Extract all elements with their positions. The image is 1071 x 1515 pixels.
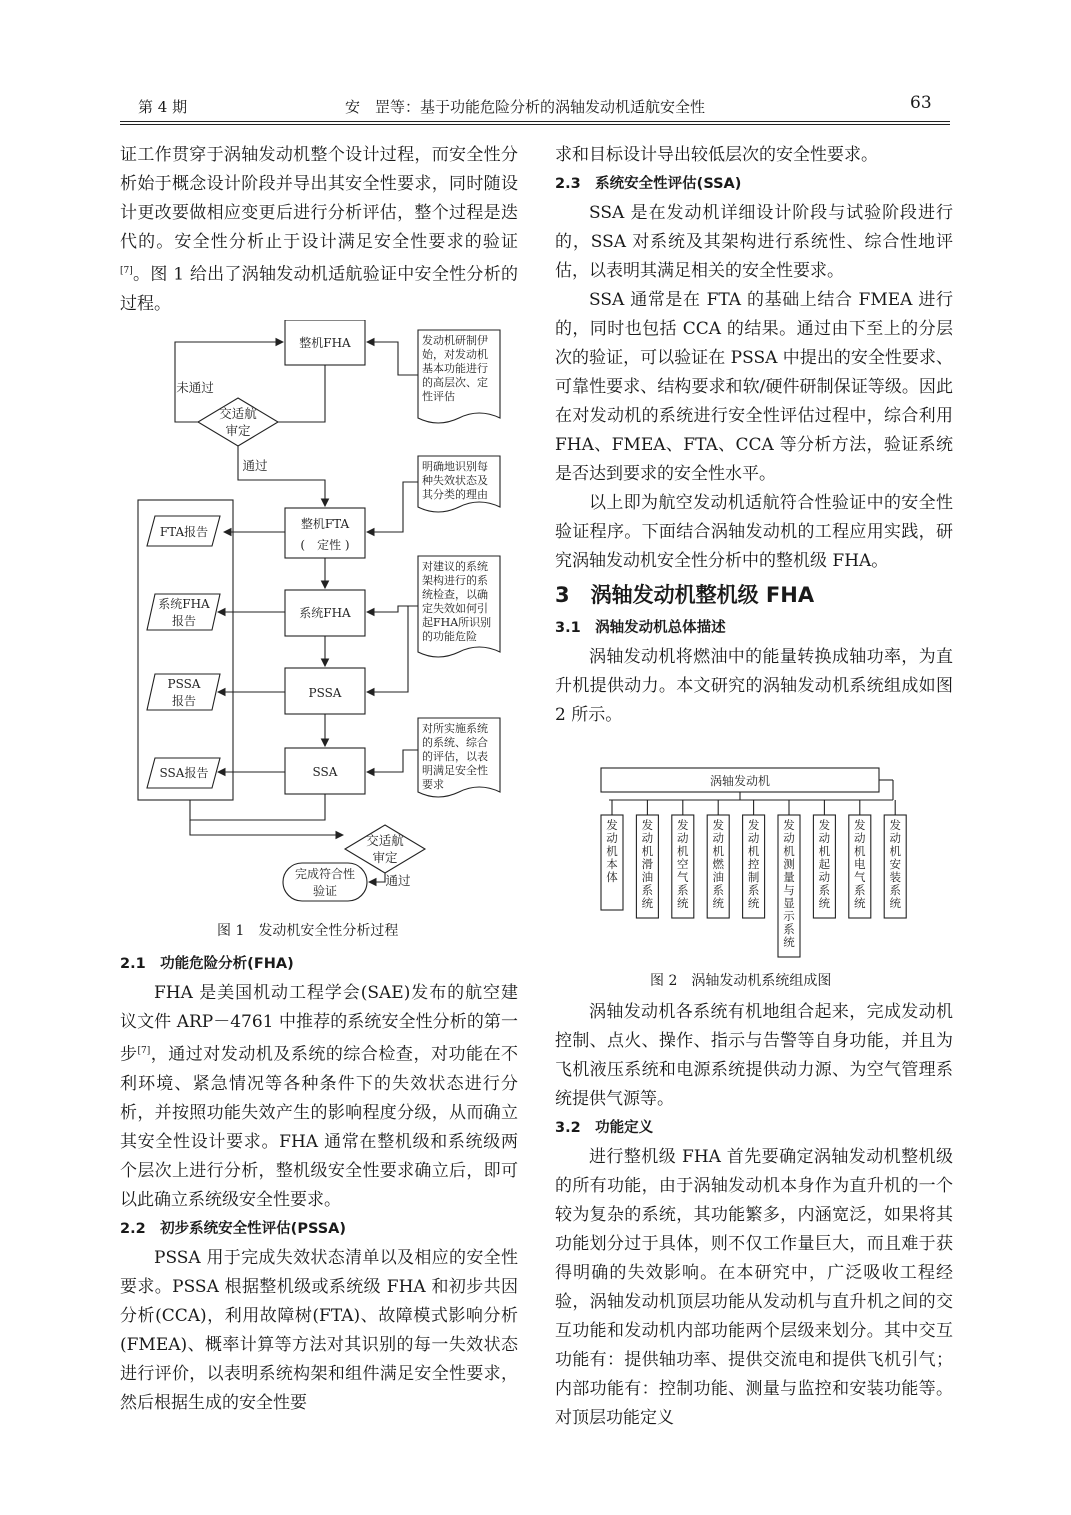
fig1-note3-l5: 起FHA所识别 — [422, 616, 492, 629]
section-2-3-heading: 2.3 系统安全性评估(SSA) — [555, 176, 742, 192]
fig1-review2-line1: 交适航 — [366, 833, 404, 848]
fig1-note1-l1: 发动机研制伊 — [422, 334, 488, 347]
left-column-bottom — [120, 950, 518, 1418]
header-rule — [120, 121, 950, 122]
fig1-done-1: 完成符合性 — [294, 867, 356, 881]
paragraph: 涡轴发动机各系统有机地组合起来，完成发动机控制、点火、操作、指示与告警等自身功能，并且为飞机液压系统和电源系统提供动力源、为空气管理系统提供气源等。 — [555, 1002, 953, 1109]
fig1-note2-l2: 种失效状态及 — [422, 474, 488, 487]
fig1-fta-report: FTA报告 — [159, 525, 209, 539]
fig1-pssa-report-1: PSSA — [167, 677, 201, 691]
fig1-sys-fha: 系统FHA — [299, 606, 351, 620]
header-page-number: 63 — [910, 93, 932, 113]
paragraph: FHA 是美国机动工程学会(SAE)发布的航空建议文件 ARP－4761 中推荐的系统安全性分析的第一步[7]，通过对发动机及系统的综合检查，对功能在不利环境、紧急情况等各种条件下的失效状态进行分析，并按照功能失效产生的影响程度分级，从而确立其安全性设计要求。FHA 通常在整机级和系统级两个层次上进行分析，整机级安全性要求确立后，即可以此确立系统级安全性要求。 — [120, 983, 519, 1210]
fig1-note1-l5: 性评估 — [422, 390, 455, 403]
fig1-review1-line2: 审定 — [225, 423, 251, 438]
fig1-whole-fha: 整机FHA — [299, 336, 351, 350]
fig1-note3-l3: 统检查，以确 — [422, 588, 488, 601]
fig1-review1-line1: 交适航 — [219, 406, 257, 421]
fig1-sysfha-report-2: 报告 — [171, 614, 197, 628]
fig1-note3-l6: 的功能危险 — [422, 630, 477, 643]
paragraph: 以上即为航空发动机适航符合性验证中的安全性验证程序。下面结合涡轴发动机的工程应用实践，研究涡轴发动机安全性分析中的整机级 FHA。 — [555, 493, 953, 571]
paragraph: 涡轴发动机将燃油中的能量转换成轴功率，为直升机提供动力。本文研究的涡轴发动机系统组成如图 2 所示。 — [555, 647, 953, 725]
header-rule-thin — [120, 124, 950, 125]
fig1-note4-l2: 的系统、综合 — [422, 736, 488, 749]
fig2-item-label: 发动机空气系统 — [677, 818, 689, 910]
header-issue: 第 4 期 — [138, 98, 188, 116]
fig1-note3-l2: 架构进行的系 — [422, 574, 488, 587]
section-3-1-heading: 3.1 涡轴发动机总体描述 — [555, 620, 726, 636]
fig2-item-label: 发动机起动系统 — [818, 818, 831, 910]
fig2-root: 涡轴发动机 — [709, 774, 771, 788]
header-title: 安 罡等：基于功能危险分析的涡轴发动机适航安全性 — [345, 98, 706, 116]
fig1-note3-l1: 对建议的系统 — [422, 560, 488, 573]
paragraph: SSA 是在发动机详细设计阶段与试验阶段进行的，SSA 对系统及其架构进行系统性、综合性地评估，以表明其满足相关的安全性要求。 — [555, 203, 953, 281]
fig1-sysfha-report-1: 系统FHA — [158, 597, 210, 611]
fig1-note3-l4: 定失效如何引 — [422, 602, 488, 615]
figure-1-caption: 图 1 发动机安全性分析过程 — [217, 923, 399, 939]
fig2-item-label: 发动机测量与显示系统 — [783, 818, 795, 949]
fig1-pssa: PSSA — [308, 686, 342, 700]
paragraph: SSA 通常是在 FTA 的基础上结合 FMEA 进行的，同时也包括 CCA 的结果。通过由下至上的分层次的验证，可以验证在 PSSA 中提出的安全性要求、可靠性要求、结构要求和软/硬件研制保证等级。因此在对发动机的系统进行安全性评估过程中，综合利用 FHA、FMEA、FTA、CCA 等分析方法，验证系统是否达到要求的安全性水平。 — [555, 290, 953, 484]
fig1-note4-l3: 的评估，以表 — [422, 750, 488, 763]
fig1-note1-l2: 始，对发动机 — [422, 348, 488, 361]
fig1-ssa: SSA — [312, 765, 338, 779]
left-column-top — [120, 141, 518, 319]
fig1-pass1: 通过 — [242, 458, 268, 473]
fig2-item-label: 发动机控制系统 — [747, 818, 760, 910]
paragraph: 进行整机级 FHA 首先要确定涡轴发动机整机级的所有功能，由于涡轴发动机本身作为直升机的一个较为复杂的系统，其功能繁多，内涵宽泛，如果将其功能划分过于具体，则不仅工作量巨大，而且难于获得明确的失效影响。在本研究中，广泛吸收工程经验，涡轴发动机顶层功能从发动机与直升机之间的交互功能和发动机内部功能两个层级来划分。其中交互功能有：提供轴功率、提供交流电和提供飞机引气；内部功能有：控制功能、测量与监控和安装功能等。对顶层功能定义 — [555, 1147, 953, 1428]
figure-2-caption: 图 2 涡轴发动机系统组成图 — [650, 973, 832, 989]
fig1-fta: 整机FTA — [300, 517, 350, 531]
fig2-item-label: 发动机滑油系统 — [641, 818, 654, 910]
figure-2-diagram — [595, 765, 915, 960]
fig1-pssa-report-2: 报告 — [171, 694, 197, 708]
fig1-note2-l3: 其分类的理由 — [422, 488, 488, 501]
fig1-note1-l4: 的高层次、定 — [422, 376, 488, 389]
fig1-not-pass: 未通过 — [176, 380, 214, 395]
section-2-1-heading: 2.1 功能危险分析(FHA) — [120, 956, 294, 972]
fig1-done-2: 验证 — [312, 884, 338, 898]
fig1-fta-qual: ( 定性 ) — [300, 538, 350, 552]
section-3-heading: 3 涡轴发动机整机级 FHA — [555, 583, 815, 607]
fig1-review2-line2: 审定 — [372, 850, 398, 865]
fig1-note4-l4: 明满足安全性 — [422, 764, 488, 777]
right-column-bottom — [555, 998, 953, 1433]
fig2-item-label: 发动机安装系统 — [889, 818, 901, 910]
paragraph: 求和目标设计导出较低层次的安全性要求。 — [555, 145, 878, 165]
section-3-2-heading: 3.2 功能定义 — [555, 1120, 654, 1136]
fig2-item-label: 发动机电气系统 — [854, 818, 866, 910]
paragraph: PSSA 用于完成失效状态清单以及相应的安全性要求。PSSA 根据整机级或系统级 FHA 和初步共因分析(CCA)，利用故障树(FTA)、故障模式影响分析(FMEA)、概率计算等方法对其识别的每一失效状态进行评价，以表明系统构架和组件满足安全性要求，然后根据生成的安全性要 — [120, 1247, 518, 1413]
section-2-2-heading: 2.2 初步系统安全性评估(PSSA) — [120, 1220, 347, 1237]
fig1-note4-l5: 要求 — [422, 778, 444, 791]
right-column-top — [555, 141, 953, 730]
figure-1-flowchart — [120, 320, 520, 915]
paragraph: 证工作贯穿于涡轴发动机整个设计过程，而安全性分析始于概念设计阶段并导出其安全性要求，同时随设计更改要做相应变更后进行分析评估，整个过程是迭代的。安全性分析止于设计满足安全性要求的验证[7]。图 1 给出了涡轴发动机适航验证中安全性分析的过程。 — [120, 145, 518, 314]
fig1-ssa-report: SSA报告 — [159, 766, 209, 780]
fig1-note2-l1: 明确地识别每 — [422, 460, 488, 473]
fig2-item-label: 发动机燃油系统 — [712, 818, 724, 910]
fig1-note1-l3: 基本功能进行 — [422, 362, 488, 375]
fig2-item-label: 发动机本体 — [606, 818, 618, 884]
fig1-pass2: 通过 — [385, 873, 411, 888]
fig1-note4-l1: 对所实施系统 — [422, 722, 488, 735]
